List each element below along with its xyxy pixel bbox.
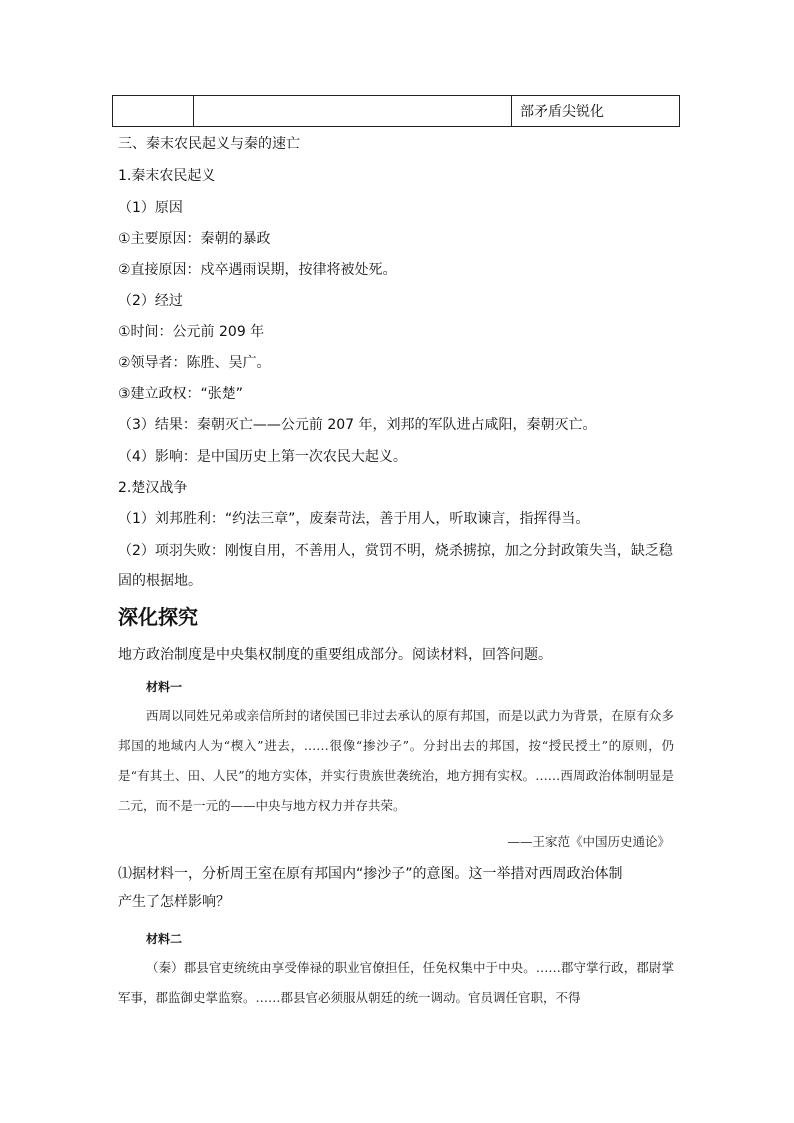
table-cell-3: 部矛盾尖锐化	[520, 104, 604, 120]
material-2-title: 材料二	[146, 932, 183, 946]
process-regime: ③建立政权：“张楚”	[118, 386, 244, 402]
cause-direct: ②直接原因：戍卒遇雨误期，按律将被处死。	[118, 262, 397, 278]
material-2-text: （秦）郡县官吏统统由享受俸禄的职业官僚担任，任免权集中于中央。……郡守掌行政，郡尉掌军事，郡监御史掌监察。……郡县官必须服从朝廷的统一调动。官员调任官职，不得	[118, 960, 674, 1005]
material-1-source: ——王家范《中国历史通论》	[507, 834, 670, 849]
subsection-title: 2.楚汉战争	[118, 480, 188, 496]
cause-label: （1）原因	[118, 200, 183, 216]
subsection-title: 1.秦末农民起义	[118, 168, 216, 184]
question-1	[118, 860, 678, 916]
result-line: （3）结果：秦朝灭亡——公元前 207 年，刘邦的军队进占咸阳，秦朝灭亡。	[118, 417, 597, 433]
deep-intro: 地方政治制度是中央集权制度的重要组成部分。阅读材料，回答问题。	[118, 647, 552, 663]
material-1-title: 材料一	[146, 680, 183, 694]
impact-line: （4）影响：是中国历史上第一次农民大起义。	[118, 449, 407, 465]
deep-heading: 深化探究	[118, 605, 198, 629]
cause-main: ①主要原因：秦朝的暴政	[118, 231, 271, 247]
question-1-line-1: ⑴据材料一，分析周王室在原有邦国内“掺沙子”的意图。这一举措对西周政治体制	[118, 866, 623, 882]
table-fragment	[112, 95, 680, 127]
question-1-line-2: 产生了怎样影响？	[118, 894, 230, 910]
liubang-line: （1）刘邦胜利：“约法三章”，废秦苛法，善于用人，听取谏言，指挥得当。	[118, 511, 590, 527]
table-cell-2	[194, 96, 512, 126]
table-cell-1	[113, 96, 194, 126]
xiangyu-paragraph: （2）项羽失败：刚愎自用，不善用人，赏罚不明，烧杀掳掠，加之分封政策失当，缺乏稳固的根据地。	[118, 543, 673, 589]
material-1-text: 西周以同姓兄弟或亲信所封的诸侯国已非过去承认的原有邦国，而是以武力为背景，在原有众多邦国的地域内人为“楔入”进去，……很像“掺沙子”。分封出去的邦国，按“授民授土”的原则，仍是“有其土、田、人民”的地方实体，并实行贵族世袭统治，地方拥有实权。……西周政治体制明显是二元，而不是一元的——中央与地方权力并存共荣。	[118, 708, 674, 813]
section-title: 三、秦末农民起义与秦的速亡	[118, 136, 300, 152]
process-label: （2）经过	[118, 293, 183, 309]
process-leaders: ②领导者：陈胜、吴广。	[118, 355, 271, 371]
process-time: ①时间：公元前 209 年	[118, 324, 265, 340]
